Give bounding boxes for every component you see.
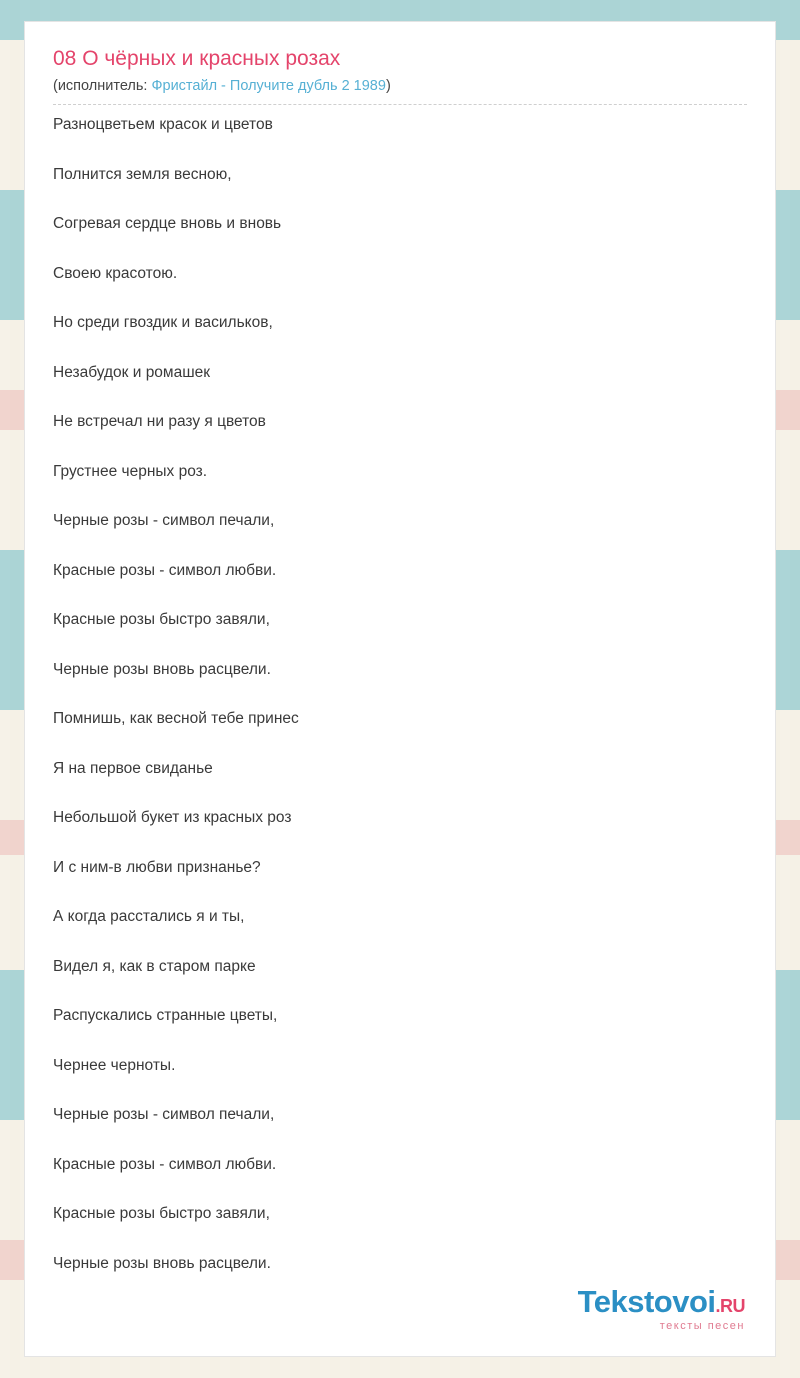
lyrics-line: Разноцветьем красок и цветов bbox=[53, 116, 273, 133]
performer-suffix: ) bbox=[385, 78, 391, 94]
watermark-tagline: тексты песен bbox=[659, 1320, 745, 1332]
lyrics-line: Красные розы - символ любви. bbox=[53, 561, 277, 579]
lyrics-line: Не встречал ни разу я цветов bbox=[53, 413, 266, 430]
performer-line bbox=[53, 78, 747, 105]
lyrics-line: Черные розы вновь расцвели. bbox=[53, 1254, 271, 1272]
lyrics-line: Красные розы быстро завяли, bbox=[53, 1205, 270, 1222]
watermark-tld: .RU bbox=[715, 1296, 745, 1316]
site-watermark bbox=[578, 1285, 745, 1332]
lyrics-line: Красные розы - символ любви. bbox=[53, 1155, 277, 1173]
lyrics-line: Я на первое свиданье bbox=[53, 759, 213, 777]
performer-prefix: (исполнитель: bbox=[53, 78, 152, 94]
lyrics-line: Распускались странные цветы, bbox=[53, 1007, 278, 1024]
lyrics-line: Чернее черноты. bbox=[53, 1056, 176, 1074]
lyrics-sheet bbox=[25, 22, 775, 1356]
lyrics-line: И с ним-в любви признанье? bbox=[53, 858, 261, 876]
lyrics-line: Полнится земля весною, bbox=[53, 165, 232, 183]
lyrics-line: Грустнее черных роз. bbox=[53, 462, 208, 480]
watermark-brand-name: Tekstovoi bbox=[577, 1284, 716, 1319]
lyrics-line: Небольшой букет из красных роз bbox=[53, 809, 292, 826]
lyrics-line: Красные розы быстро завяли, bbox=[53, 611, 270, 628]
lyrics-line: А когда расстались я и ты, bbox=[53, 908, 245, 925]
lyrics-line: Незабудок и ромашек bbox=[53, 363, 211, 381]
watermark-brand bbox=[578, 1285, 745, 1323]
lyrics-line: Видел я, как в старом парке bbox=[53, 957, 256, 975]
lyrics-body bbox=[53, 115, 747, 1274]
lyrics-line: Согревая сердце вновь и вновь bbox=[53, 215, 282, 232]
performer-link[interactable]: Фристайл - Получите дубль 2 1989 bbox=[151, 78, 386, 94]
page-title: 08 О чёрных и красных розах bbox=[53, 47, 341, 70]
lyrics-line: Своею красотою. bbox=[53, 264, 178, 282]
lyrics-line: Черные розы - символ печали, bbox=[53, 1106, 275, 1123]
lyrics-line: Черные розы - символ печали, bbox=[53, 512, 275, 529]
lyrics-line: Черные розы вновь расцвели. bbox=[53, 660, 271, 678]
lyrics-line: Но среди гвоздик и васильков, bbox=[53, 314, 273, 331]
lyrics-line: Помнишь, как весной тебе принес bbox=[53, 710, 299, 727]
